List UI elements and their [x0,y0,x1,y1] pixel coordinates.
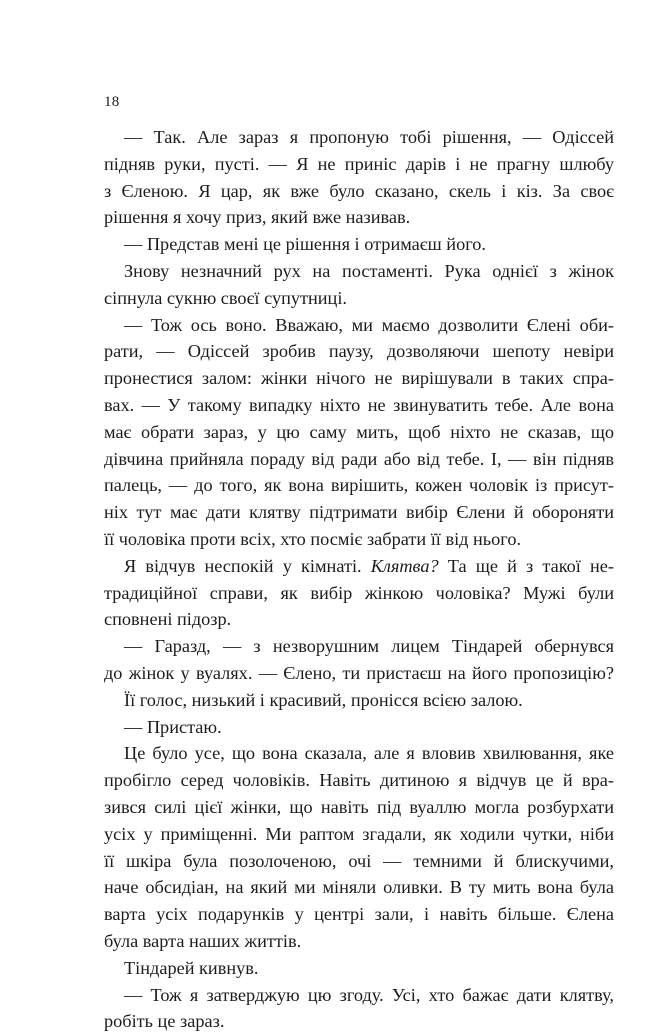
text-line [104,1008,614,1035]
text-line [104,338,614,365]
text-line [104,419,614,446]
text-line-content: дівчина прийняла пораду від ради або від тебе. І, — він підняв [104,448,614,469]
text-line [104,982,614,1009]
text-line-content: має обрати зараз, у цю саму мить, щоб ніхто не сказав, що [104,421,614,442]
text-line [104,928,614,955]
text-line [104,874,614,901]
text-line [104,714,614,741]
text-line-content: — Так. Але зараз я пропоную тобі рішення, — Одіссей [124,127,614,147]
text-line [104,633,614,660]
text-line-content: рати, — Одіссей зробив паузу, дозволяючи шепоту невіри [104,341,614,362]
text-line-content: вах. — У такому випадку ніхто не звинуватить тебе. Але вона [104,394,614,415]
text-line [104,285,614,312]
text-line-content: рішення я хочу приз, який вже називав. [104,207,411,228]
text-line [104,312,614,339]
text-line [104,499,614,526]
text-line-content: варта усіх подарунків у центрі зали, і навіть більше. Єлена [104,904,614,925]
text-line-content: Я відчув неспокій у кімнаті. [124,555,362,576]
text-line-content: її чоловіка проти всіх, хто посміє забрати її від нього. [104,528,522,549]
page-number: 18 [104,94,120,110]
text-line-content: пробігло серед чоловіків. Навіть дитиною я відчув це й вра- [104,770,614,791]
text-line-content: палець, — до того, як вона вирішить, кожен чоловік із присут- [104,475,614,496]
text-line-content: наче обсидіан, на який ми міняли оливки. В ту мить вона була [104,877,614,898]
text-line-content: робіть це зараз. [104,1011,225,1032]
text-line-content: Її голос, низький і красивий, пронісся всією залою. [124,689,523,710]
text-line [104,231,614,258]
text-line-content: Знову незначний рух на постаменті. Рука однієї з жінок [124,260,614,281]
text-line [104,258,614,285]
text-line [104,178,614,205]
text-line [104,124,614,151]
text-line [104,901,614,928]
text-line [104,526,614,553]
text-line [104,580,614,607]
text-line-continuation: Та ще й з такої не- [438,555,614,576]
text-line [104,204,614,231]
text-line [104,687,614,714]
text-line [104,446,614,473]
text-line-content: була варта наших життів. [104,930,302,951]
text-line [104,767,614,794]
text-line [104,553,614,580]
text-line-content: підняв руки, пусті. — Я не приніс дарів і не прагну шлюбу [104,153,614,174]
text-line-content: до жінок у вуалях. — Єлено, ти пристаєш на його пропозицію? [104,662,614,683]
text-line-content: зився силі цієї жінки, що навіть під вуаллю могла розбурхати [104,796,614,817]
text-line [104,606,614,633]
text-line [104,955,614,982]
text-line [104,848,614,875]
text-line [104,472,614,499]
text-line-content: — Представ мені це рішення і отримаєш його. [124,234,486,255]
italic-emphasis: Клятва? [370,555,439,576]
text-line-content: пронестися залом: жінки нічого не вирішували в таких спра- [104,368,614,389]
text-line-content: — Тож ось воно. Вважаю, ми маємо дозволити Єлені оби- [124,314,614,335]
text-line-content: — Гаразд, — з незворушним лицем Тіндарей обернувся [124,636,614,657]
text-line-content: — Тож я затверджую цю згоду. Усі, хто бажає дати клятву, [124,984,614,1005]
text-line [104,794,614,821]
text-line-content: сіпнула сукню своєї супутниці. [104,287,347,308]
text-line [104,821,614,848]
text-line [104,740,614,767]
text-line-content: з Єленою. Я цар, як вже було сказано, скель і кіз. За своє [104,180,614,201]
text-line-content: сповнені підозр. [104,609,232,630]
body-text [104,124,614,1035]
text-line-content: ніх тут має дати клятву підтримати вибір Єлени й обороняти [104,502,614,523]
text-line [104,365,614,392]
text-line-content: Тіндарей кивнув. [124,957,259,978]
text-line [104,660,614,687]
text-line-content: — Пристаю. [124,716,222,737]
text-line [104,392,614,419]
text-line-content: усіх у приміщенні. Ми раптом згадали, як ходили чутки, ніби [104,823,614,844]
text-line-content: Це було усе, що вона сказала, але я вловив хвилювання, яке [124,743,614,764]
text-line-content: традиційної справи, як вибір жінкою чоловіка? Мужі були [104,582,614,603]
text-line [104,151,614,178]
text-line-content: її шкіра була позолоченою, очі — темними й блискучими, [104,850,614,871]
